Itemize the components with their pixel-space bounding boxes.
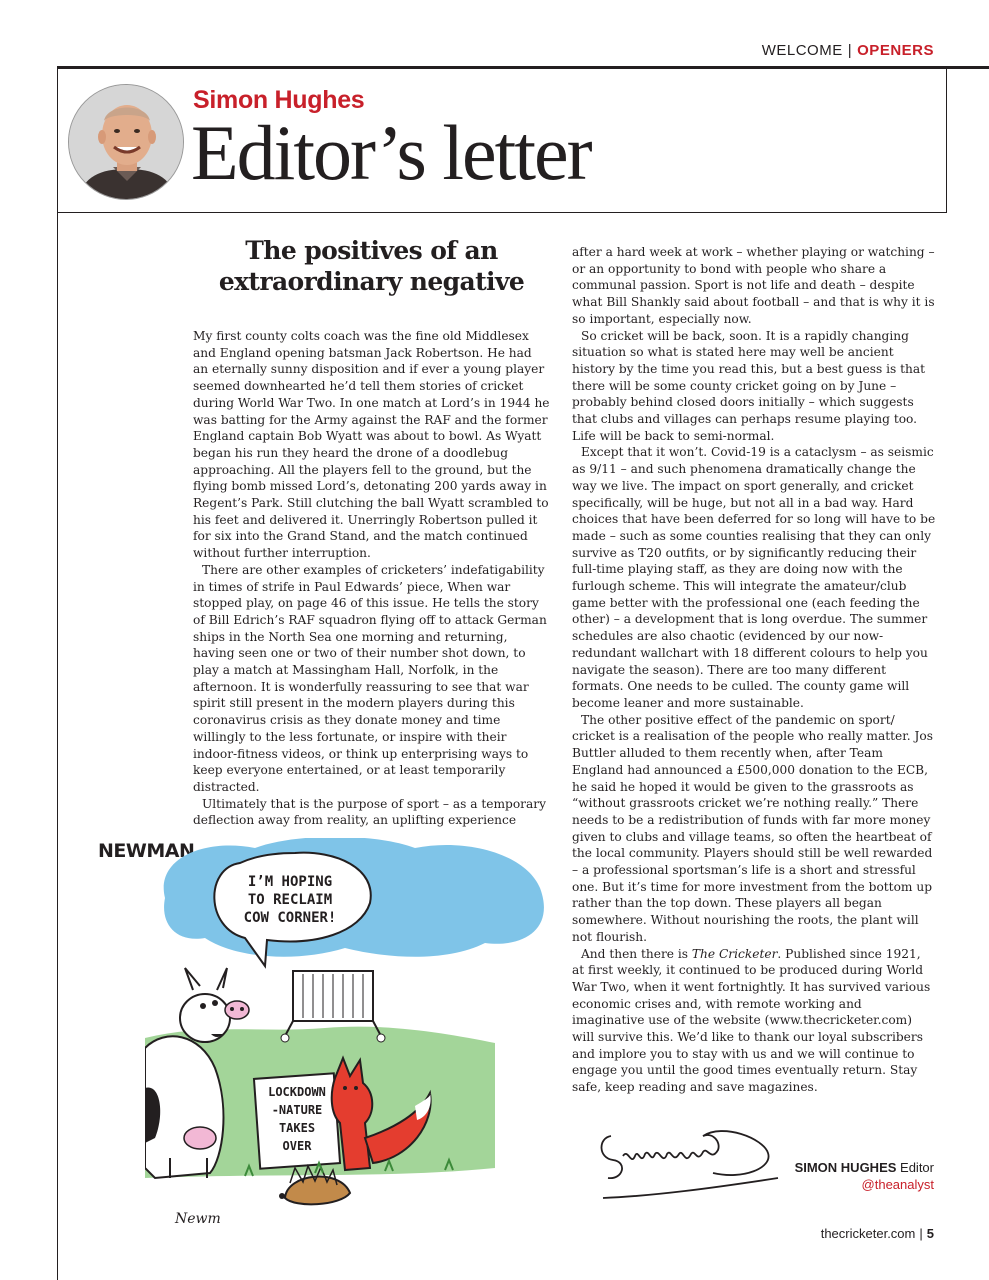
author-portrait-icon: [69, 85, 184, 200]
article-column-right: [572, 244, 936, 1096]
page-footer: [821, 1226, 934, 1241]
footer-separator: |: [919, 1226, 923, 1241]
speech-line: COW CORNER!: [243, 910, 337, 926]
article-paragraph: Ultimately that is the purpose of sport – as a temporary deflection away from reality, an uplifting experience: [193, 796, 546, 828]
article-paragraph: There are other examples of cricketers’ indefatigability in times of strife in Paul Edwards’ piece, When war stopped play, on page 46 of this issue. He tells the story of Bill Edrich’s RAF squadron flying off to attack German ships in the North Sea one morning and returning, having seen one or two of their number shot down, to play a match at Massingham Hall, Norfolk, in the afternoon. It is wonderfully reassuring to see that war spirit still present in the modern players during this coronavirus crisis as they donate money and time willingly to the less fortunate, or inspire with their indoor-fitness videos, or think up enterprising ways to keep everyone entertained, or at least temporarily distracted.: [193, 562, 547, 794]
sign-line: -NATURE: [271, 1103, 323, 1117]
signoff-handle: @theanalyst: [861, 1177, 934, 1192]
cartoon-illustration: [145, 838, 555, 1238]
cartoon-artist-label: NEWMAN: [98, 840, 195, 862]
article-column-left: [193, 328, 550, 829]
speech-line: I’M HOPING: [247, 874, 333, 890]
article-paragraph: Except that it won’t. Covid-19 is a cataclysm – as seismic as 9/11 – and such phenomena dramatically change the way we live. The impact on sport generally, and cricket specifically, will be huge, but not all in a bad way. Hard choices that have been deferred for so long will have to be made – such as some counties realising that they can only survive as T20 outfits, or by significantly reducing their full-time playing staff, as they are doing now with the furlough scheme. This will integrate the amateur/club game better with the professional one (each feeding the other) – a development that is long overdue. The summer schedules are also chaotic (evidenced by our now-redundant wallchart with 18 different colours to help you navigate the season). There are too many different formats. One needs to be culled. The county game will become leaner and more sustainable.: [572, 445, 936, 710]
header-rule: [57, 212, 947, 213]
author-avatar: [68, 84, 184, 200]
speech-line: TO RECLAIM: [247, 892, 333, 908]
frame-right-rule: [946, 69, 947, 212]
paragraph-rest: . Published since 1921, at first weekly, it continued to be produced during World War Two, when it went fortnightly. It has survived various economic crises and, with remote working and imaginative use of the website (www.thecricketer.com) will survive this. We’d like to thank our loyal subscribers and implore you to stay with us and we will continue to engage you until the good times eventually return. Stay safe, keep reading and save magazines.: [572, 946, 931, 1095]
footer-site: thecricketer.com: [820, 1226, 916, 1241]
top-rule: [57, 66, 989, 69]
signoff-editor-name: SIMON HUGHES: [794, 1160, 897, 1175]
sign-line: LOCKDOWN: [268, 1085, 326, 1099]
signoff-name: [795, 1160, 934, 1175]
section-separator: |: [847, 42, 853, 59]
cartoonist-signature: Newm: [175, 1211, 221, 1227]
editor-signature: [593, 1118, 783, 1218]
section-header: [762, 42, 934, 59]
article-paragraph: My first county colts coach was the fine old Middlesex and England opening batsman Jack Robertson. He had an eternally sunny disposition and if ever a young player seemed downhearted he’d tell them stories of cricket during World War Two. In one match at Lord’s in 1944 he was batting for the Army against the RAF and the former England captain Bob Wyatt was about to bowl. As Wyatt began his run they heard the drone of a doodlebug approaching. All the players fell to the ground, but the flying bomb missed Lord’s, detonating 200 yards away in Regent’s Park. Still clutching the ball Wyatt scrambled to his feet and delivered it. Unerringly Robertson pulled it for six into the Grand Stand, and the match continued without further interruption.: [193, 329, 550, 561]
section-label: WELCOME: [761, 42, 843, 59]
sign-line: TAKES: [278, 1121, 316, 1135]
article-headline: The positives of an extraordinary negative: [218, 236, 525, 296]
paragraph-lead: And then there is: [581, 946, 692, 961]
page-title: Editor’s letter: [191, 109, 591, 196]
lockdown-sign: [254, 1073, 340, 1168]
article-paragraph: [572, 946, 936, 1096]
page-number: 5: [926, 1226, 934, 1241]
magazine-title: The Cricketer: [691, 946, 778, 961]
article-paragraph: So cricket will be back, soon. It is a rapidly changing situation so what is stated here may well be ancient history by the time you read this, but a best guess is that there will be some county cricket going on by June – probably behind closed doors initially – which suggests that clubs and villages can perhaps resume playing too. Life will be back to semi-normal.: [572, 328, 926, 443]
author-name: Simon Hughes: [193, 86, 365, 114]
article-paragraph: The other positive effect of the pandemic on sport/ cricket is a realisation of the people who really matter. Jos Buttler alluded to them recently when, after Team England had announced a £500,000 donation to the ECB, he said he hoped it would be given to the grassroots as “without grassroots cricket we’re nothing really.” There needs to be a redistribution of funds with far more money given to clubs and village teams, so often the heartbeat of the local community. Players should still be well rewarded – a professional sportsman’s life is a short and stressful one. But it’s time for more investment from the bottom up rather than the top down. These players all began somewhere. Without nourishing the roots, the plant will not flourish.: [572, 712, 933, 944]
article-paragraph: after a hard week at work – whether playing or watching – or an opportunity to bond with people who share a communal passion. Sport is not life and death – despite what Bill Shankly said about football – and that is why it is so important, especially now.: [572, 245, 935, 326]
sign-line: OVER: [282, 1139, 312, 1153]
signoff-role: Editor: [900, 1160, 934, 1175]
frame-left-rule: [57, 69, 58, 1280]
subsection-label: OPENERS: [857, 42, 934, 59]
